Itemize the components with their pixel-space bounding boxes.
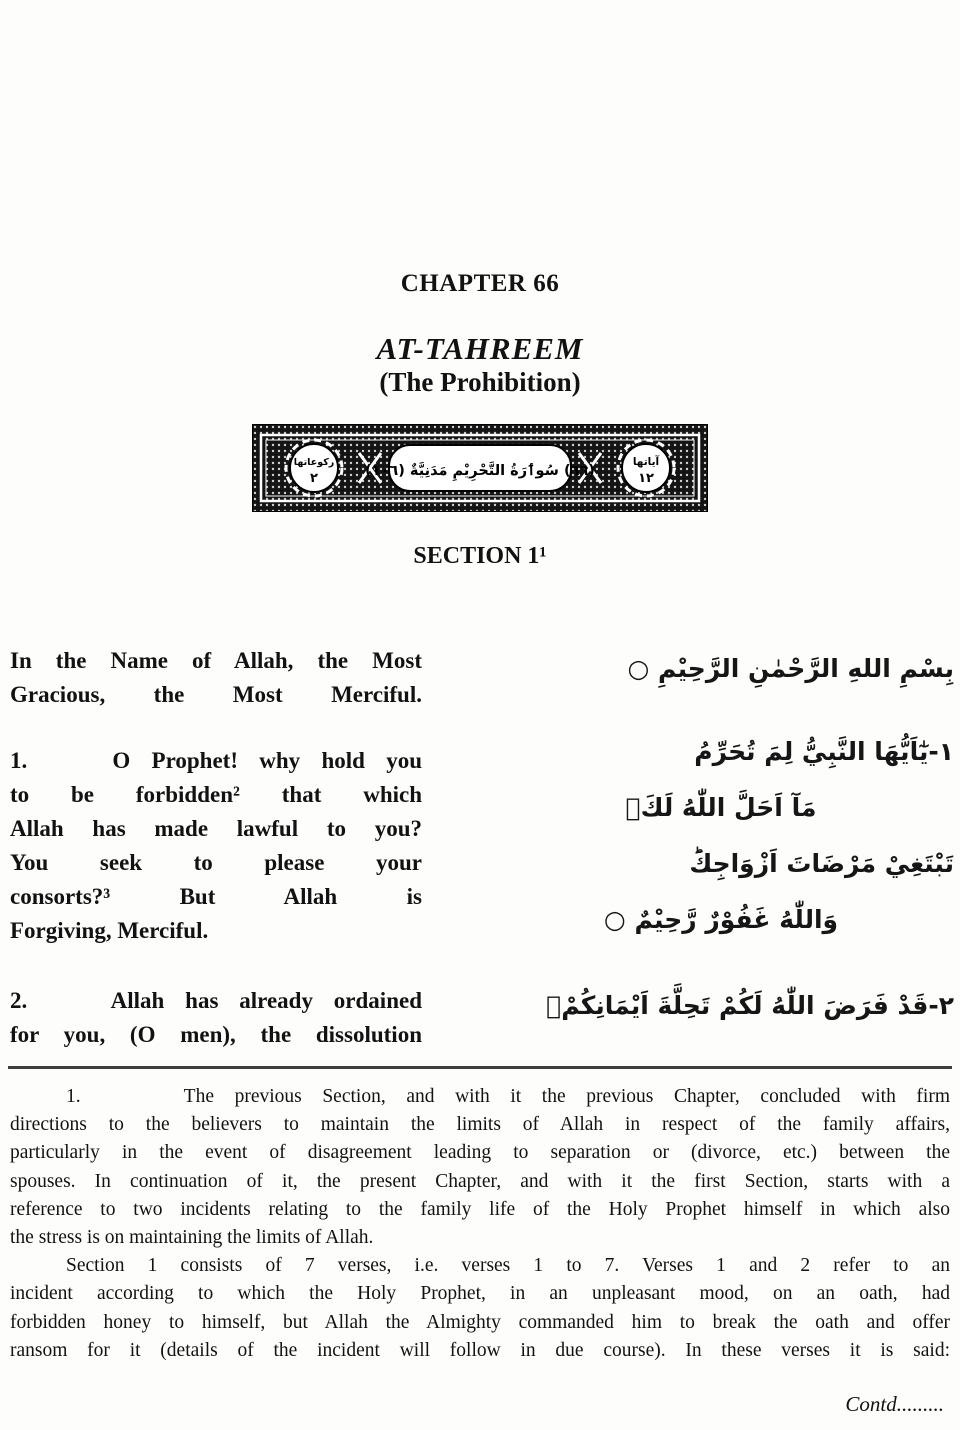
continued-note: Contd......... (845, 1392, 944, 1416)
english-line: 1. O Prophet! why hold you (10, 748, 422, 773)
english-line: Allah has made lawful to you? (10, 816, 422, 841)
arabic-line: ٢-قَدْ فَرَضَ اللّٰهُ لَكُمْ تَحِلَّةَ اَيْمَانِكُمْۚ (546, 991, 954, 1020)
footnotes-section (10, 1083, 950, 1365)
english-line: 2. Allah has already ordained (10, 988, 422, 1013)
footnote-line: ransom for it (details of the incident will follow in due course). In these verses it is said: (10, 1339, 950, 1361)
english-line: consorts?³ But Allah is (10, 884, 422, 909)
arabic-line: ١-يٰٓاَيُّهَا النَّبِيُّ لِمَ تُحَرِّمُ (694, 737, 954, 766)
surah-subtitle: (The Prohibition) (379, 367, 581, 397)
verse-1-english (10, 744, 422, 948)
right-medallion-value: ١٢ (638, 471, 654, 486)
english-translation-column (10, 644, 422, 1052)
bismillah-arabic: بِسْمِ اللهِ الرَّحْمٰنِ الرَّحِيْمِ ○ (627, 654, 954, 683)
right-medallion-label: آياتها (632, 456, 660, 468)
surah-title: AT-TAHREEM (376, 331, 584, 366)
english-line: In the Name of Allah, the Most (10, 648, 422, 673)
arabic-line: تَبْتَغِيْ مَرْضَاتَ اَزْوَاجِكَؕ (689, 849, 954, 878)
section-heading: SECTION 1¹ (413, 543, 547, 569)
footnote-paragraph-1 (10, 1083, 950, 1252)
english-line: to be forbidden² that which (10, 782, 422, 807)
verse-2-english (10, 984, 422, 1052)
verse-2-arabic (488, 978, 954, 1034)
footnote-paragraph-2 (10, 1252, 950, 1365)
chapter-heading: CHAPTER 66 (400, 270, 560, 297)
arabic-line: مَآ اَحَلَّ اللّٰهُ لَكَۚ (625, 793, 817, 822)
english-line: Gracious, the Most Merciful. (10, 682, 422, 707)
english-line: You seek to please your (10, 850, 422, 875)
footnote-line: directions to the believers to maintain the limits of Allah in respect of the family affairs, (10, 1114, 950, 1136)
footnote-line: reference to two incidents relating to the family life of the Holy Prophet himself in which also (10, 1198, 950, 1220)
verse-1-arabic (488, 724, 954, 948)
footnote-line: spouses. In continuation of it, the present Chapter, and with it the first Section, starts with a (10, 1170, 950, 1192)
footnote-line: 1. The previous Section, and with it the previous Chapter, concluded with firm (66, 1086, 950, 1107)
left-medallion-label: ركوعاتها (293, 457, 335, 468)
banner-center-text: (٦٦) سُوٲرَةُ التَّحْرِيْمِ مَدَنِيَّةٌ (١٠٦) (365, 463, 595, 479)
english-line: Forgiving, Merciful. (10, 918, 209, 943)
left-medallion-value: ٢ (310, 471, 318, 486)
footnote-line: the stress is on maintaining the limits of Allah. (10, 1227, 374, 1249)
english-line: for you, (O men), the dissolution (10, 1022, 422, 1047)
footnote-line: incident according to which the Holy Prophet, in an unpleasant mood, on an oath, had (10, 1283, 950, 1305)
arabic-text-column (488, 640, 954, 1034)
surah-ornamental-banner (252, 424, 708, 512)
bismillah-english (10, 644, 422, 712)
footnote-line: Section 1 consists of 7 verses, i.e. verses 1 to 7. Verses 1 and 2 refer to an (66, 1255, 950, 1277)
footnote-divider-rule (8, 1066, 952, 1069)
footnote-line: forbidden honey to himself, but Allah the Almighty commanded him to break the oath and offer (10, 1311, 950, 1333)
banner-ornament-graphic (252, 424, 708, 512)
arabic-line: وَاللّٰهُ غَفُوْرٌ رَّحِيْمٌ ○ (603, 905, 839, 934)
footnote-line: particularly in the event of disagreement leading to separation or (divorce, etc.) between the (10, 1142, 950, 1164)
